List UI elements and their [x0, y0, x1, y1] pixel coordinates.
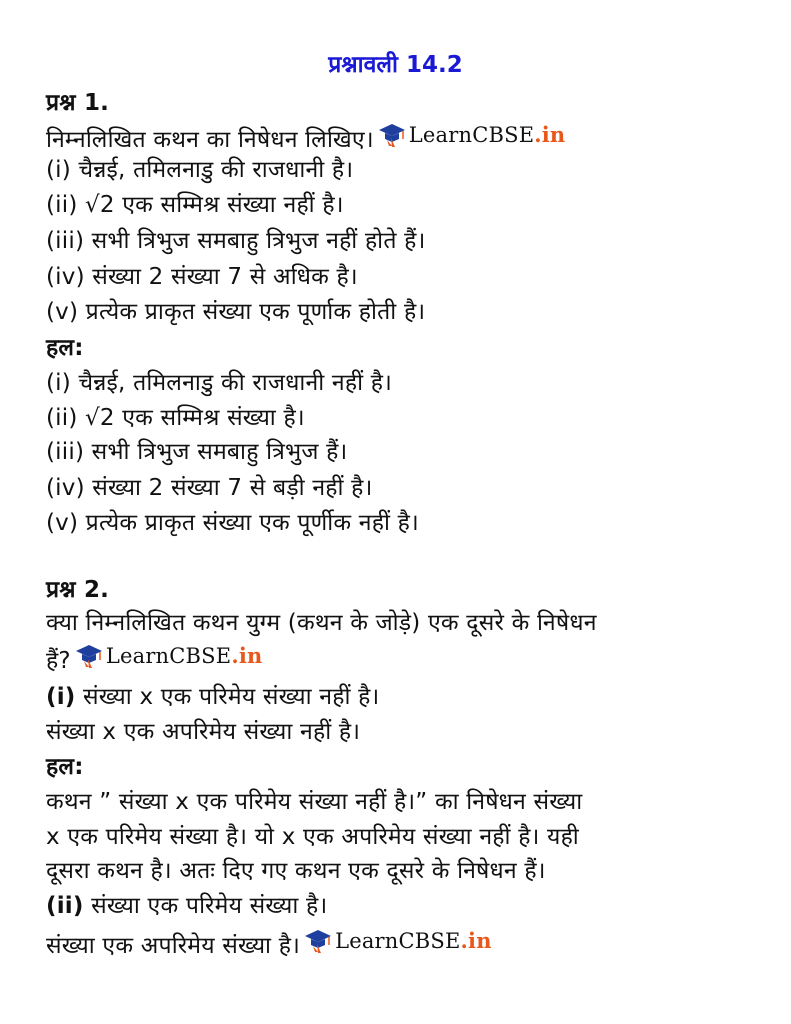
- q2-prompt-line-2: [46, 641, 262, 676]
- q1-item-4: (iv) संख्या 2 संख्या 7 से अधिक है।: [46, 264, 358, 290]
- q1-prompt-line: [46, 120, 565, 155]
- q1-item-1: (i) चैन्नई, तमिलनाडु की राजधानी है।: [46, 157, 354, 183]
- q1-item-5: (v) प्रत्येक प्राकृत संख्या एक पूर्णाक होती है।: [46, 299, 426, 325]
- learncbse-logo: LearnCBSE .in: [74, 641, 263, 671]
- q2-part1-statement-2: संख्या x एक अपरिमेय संख्या नहीं है।: [46, 719, 361, 745]
- q2-solution-line-1: कथन ” संख्या x एक परिमेय संख्या नहीं है।” का निषेधन संख्या: [46, 789, 583, 815]
- learncbse-logo: LearnCBSE .in: [377, 120, 566, 150]
- q2-heading: प्रश्न 2.: [46, 577, 110, 603]
- learncbse-logo: LearnCBSE .in: [303, 926, 492, 956]
- q2-part1-statement-1: (i) संख्या x एक परिमेय संख्या नहीं है।: [46, 684, 380, 710]
- q2-part1-label: (i): [46, 684, 76, 710]
- graduation-cap-icon: [74, 644, 104, 668]
- q1-item-3: (iii) सभी त्रिभुज समबाहु त्रिभुज नहीं होते हैं।: [46, 228, 426, 254]
- q1-answer-2: (ii) √2 एक सम्मिश्र संख्या है।: [46, 405, 305, 431]
- q1-prompt: निम्नलिखित कथन का निषेधन लिखिए।: [46, 127, 374, 153]
- page-title: प्रश्नावली 14.2: [328, 52, 463, 78]
- q2-part2-statement-2-line: [46, 926, 492, 961]
- q2-solution-line-2: x एक परिमेय संख्या है। यो x एक अपरिमेय संख्या नहीं है। यही: [46, 824, 579, 850]
- q2-prompt-line-1: क्या निम्नलिखित कथन युग्म (कथन के जोड़े) एक दूसरे के निषेधन: [46, 610, 597, 636]
- q2-part2-label: (ii): [46, 893, 84, 919]
- q1-answer-4: (iv) संख्या 2 संख्या 7 से बड़ी नहीं है।: [46, 475, 373, 501]
- q1-solution-heading: हल:: [46, 335, 84, 361]
- q2-part2-statement-1: (ii) संख्या एक परिमेय संख्या है।: [46, 893, 328, 919]
- q1-answer-1: (i) चैन्नई, तमिलनाडु की राजधानी नहीं है।: [46, 370, 393, 396]
- q2-part2-statement-2: संख्या एक अपरिमेय संख्या है।: [46, 933, 301, 959]
- q1-heading: प्रश्न 1.: [46, 90, 110, 116]
- graduation-cap-icon: [303, 929, 333, 953]
- q1-answer-5: (v) प्रत्येक प्राकृत संख्या एक पूर्णीक नहीं है।: [46, 510, 419, 536]
- q2-prompt-end: हैं?: [46, 648, 71, 674]
- q2-solution-heading: हल:: [46, 754, 84, 780]
- q1-answer-3: (iii) सभी त्रिभुज समबाहु त्रिभुज हैं।: [46, 439, 348, 465]
- q1-item-2: (ii) √2 एक सम्मिश्र संख्या नहीं है।: [46, 192, 344, 218]
- graduation-cap-icon: [377, 123, 407, 147]
- q2-solution-line-3: दूसरा कथन है। अतः दिए गए कथन एक दूसरे के निषेधन हैं।: [46, 858, 546, 884]
